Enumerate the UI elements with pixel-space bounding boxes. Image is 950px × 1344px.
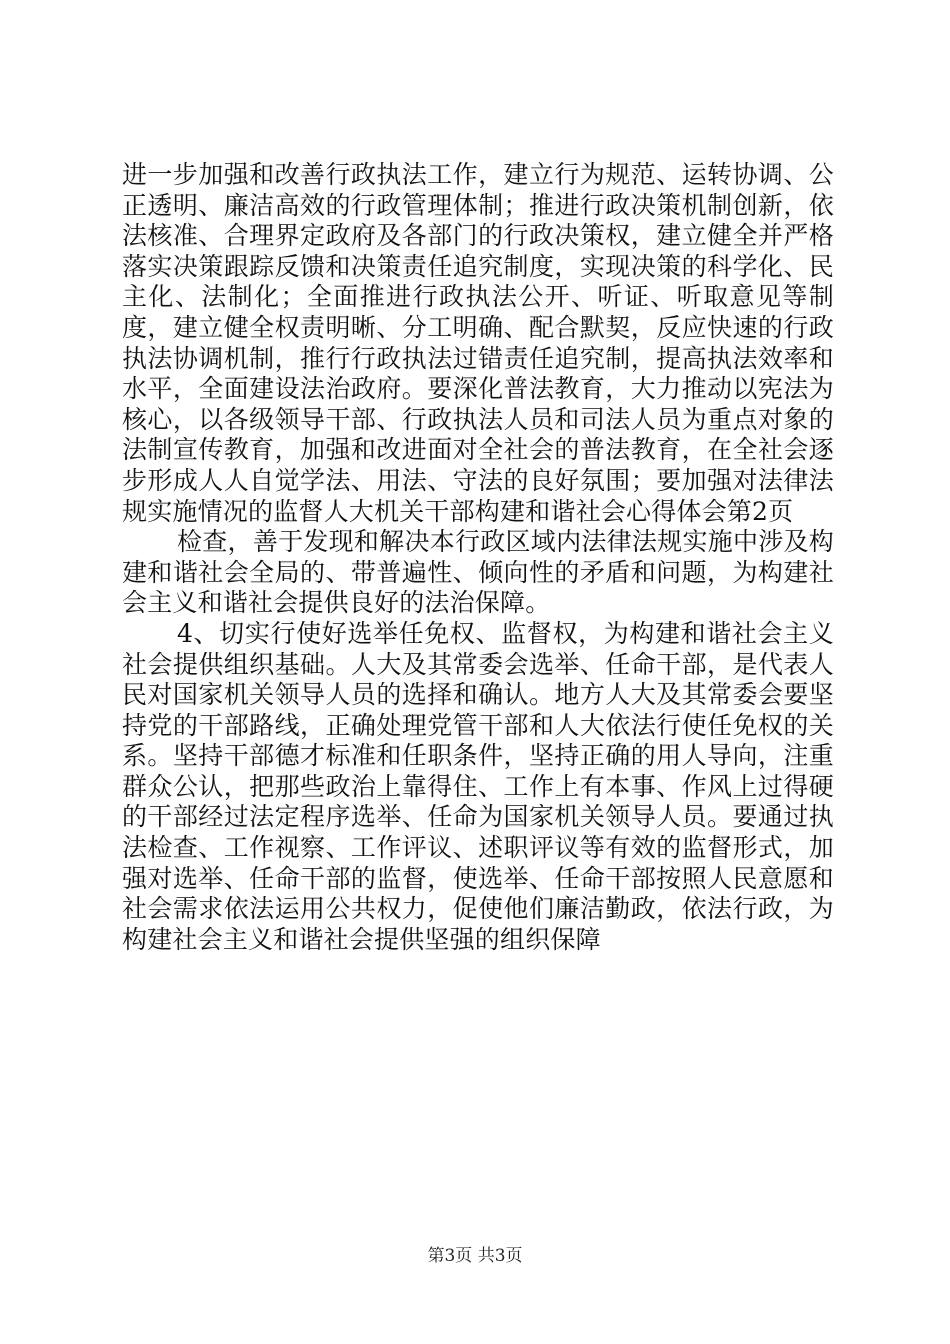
paragraph-inspection: 检查，善于发现和解决本行政区域内法律法规实施中涉及构建和谐社会全局的、带普遍性、倾向性的矛盾和问题，为构建社会主义和谐社会提供良好的法治保障。 — [122, 527, 834, 618]
paragraph-continuation: 进一步加强和改善行政执法工作，建立行为规范、运转协调、公正透明、廉洁高效的行政管理体制；推进行政决策机制创新，依法核准、合理界定政府及各部门的行政决策权，建立健全并严格落实决策跟踪反馈和决策责任追究制度，实现决策的科学化、民主化、法制化；全面推进行政执法公开、听证、听取意见等制度，建立健全权责明晰、分工明确、配合默契，反应快速的行政执法协调机制，推行行政执法过错责任追究制，提高执法效率和水平，全面建设法治政府。要深化普法教育，大力推动以宪法为核心，以各级领导干部、行政执法人员和司法人员为重点对象的法制宣传教育，加强和改进面对全社会的普法教育，在全社会逐步形成人人自觉学法、用法、守法的良好氛围；要加强对法律法规实施情况的监督人大机关干部构建和谐社会心得体会第2页 — [122, 160, 834, 526]
paragraph-section-4: 4、切实行使好选举任免权、监督权，为构建和谐社会主义社会提供组织基础。人大及其常委会选举、任命干部，是代表人民对国家机关领导人员的选择和确认。地方人大及其常委会要坚持党的干部路线，正确处理党管干部和人大依法行使任免权的关系。坚持干部德才标准和任职条件，坚持正确的用人导向，注重群众公认，把那些政治上靠得住、工作上有本事、作风上过得硬的干部经过法定程序选举、任命为国家机关领导人员。要通过执法检查、工作视察、工作评议、述职评议等有效的监督形式，加强对选举、任命干部的监督，使选举、任命干部按照人民意愿和社会需求依法运用公共权力，促使他们廉洁勤政，依法行政，为构建社会主义和谐社会提供坚强的组织保障 — [122, 618, 834, 954]
document-body — [122, 160, 834, 955]
page-footer: 第3页 共3页 — [427, 1246, 523, 1266]
